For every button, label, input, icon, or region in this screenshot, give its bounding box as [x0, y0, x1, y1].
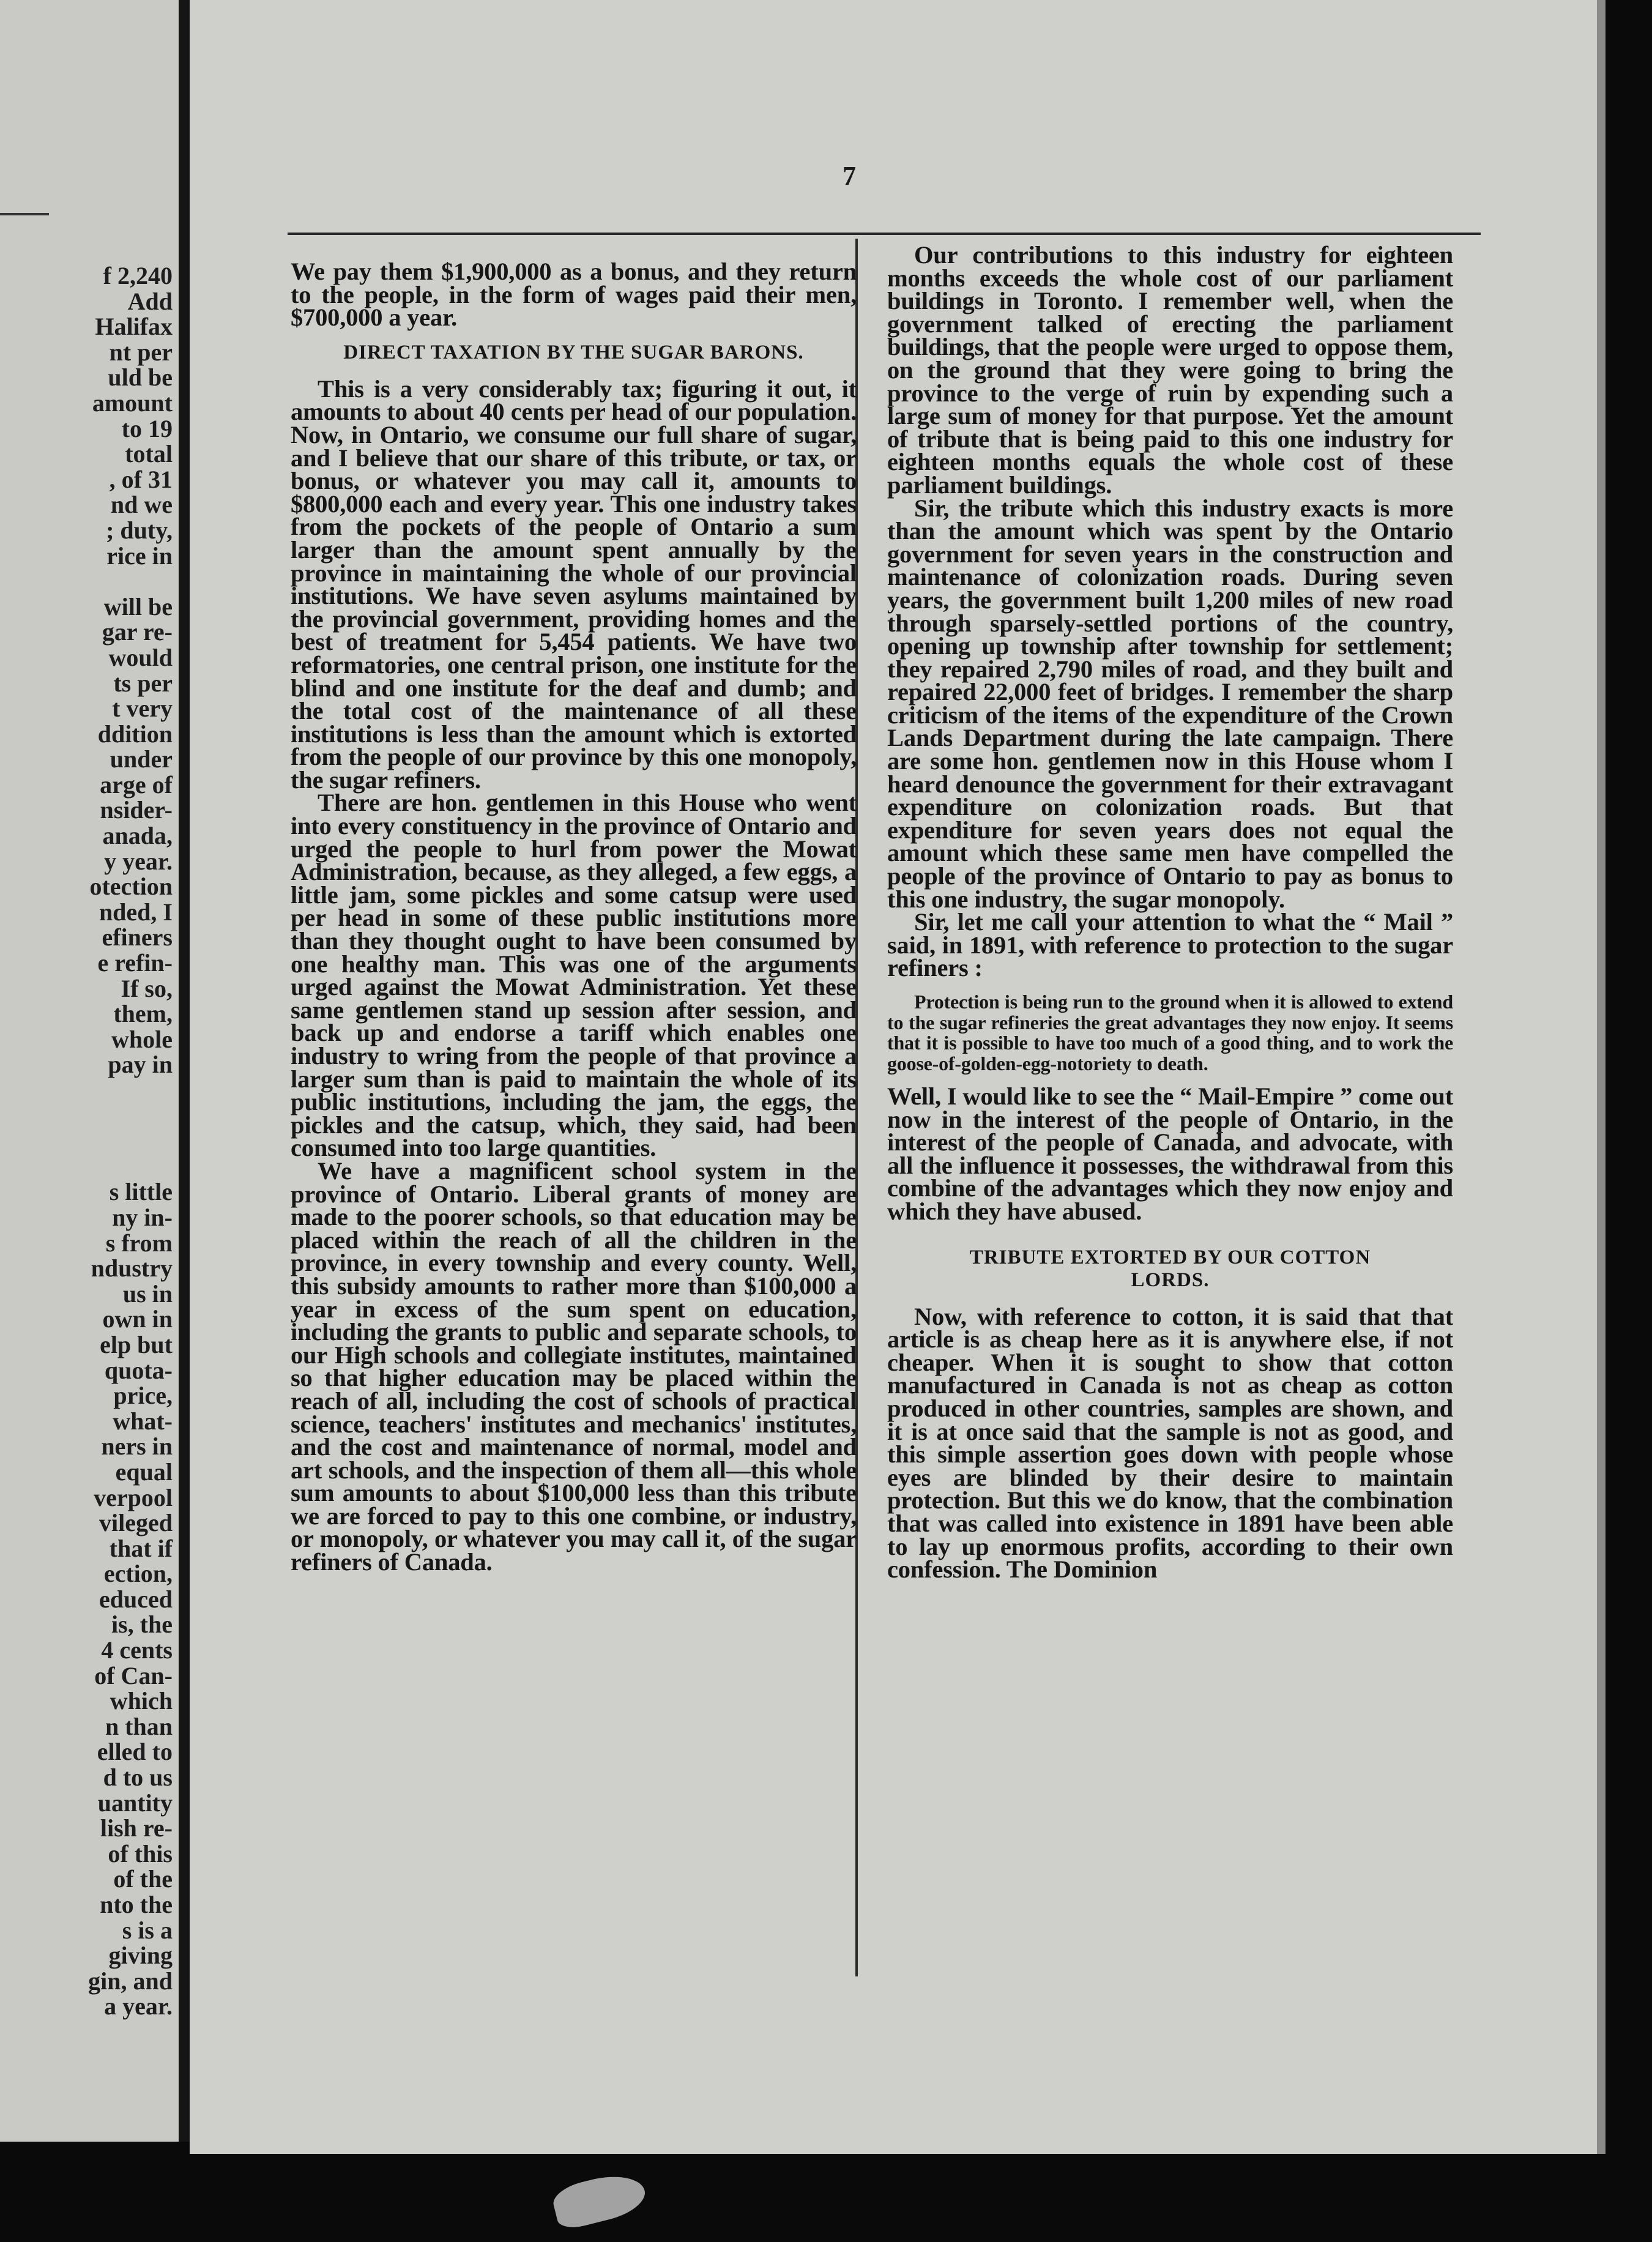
adjacent-page-line: ny in- [112, 1203, 173, 1231]
adjacent-page-line: pay in [108, 1051, 173, 1079]
right-column [887, 241, 1453, 1584]
adjacent-page-line: arge of [100, 770, 173, 799]
page-edge [1597, 0, 1605, 2154]
adjacent-page-line: gin, and [88, 1967, 173, 1995]
adjacent-page-line: nsider- [100, 796, 173, 824]
adjacent-page-line: otection [89, 873, 173, 901]
adjacent-page-line: ts per [113, 669, 173, 697]
adjacent-page-line: them, [113, 1000, 173, 1028]
adjacent-page-line: y year. [104, 847, 173, 875]
adjacent-page-line: uantity [97, 1789, 173, 1817]
adjacent-page-line: will be [103, 592, 173, 620]
adjacent-page-line: to 19 [121, 414, 173, 442]
scan-blemish [550, 2168, 649, 2232]
adjacent-page-line: ; duty, [106, 516, 173, 544]
paragraph: Well, I would like to see the “ Mail-Empire ” come out now in the interest of the people of Ontario, in the interest of the people of Canada, and advocate, with all the influence it possesses, the withdrawal from this combine of the advantages which they now enjoy and which they have abused. [887, 1082, 1453, 1225]
section-heading-cotton: TRIBUTE EXTORTED BY OUR COTTON LORDS. [969, 1246, 1371, 1291]
adjacent-page-rule [0, 213, 49, 215]
adjacent-page-line: total [125, 440, 173, 468]
adjacent-page-line: ndustry [91, 1254, 173, 1283]
adjacent-page-line: amount [92, 389, 173, 417]
adjacent-page-line: under [110, 745, 173, 773]
adjacent-page-line: ddition [97, 720, 173, 748]
adjacent-page-line [1, 1103, 173, 1129]
adjacent-page-line [1, 1128, 173, 1154]
intro-paragraph: We pay them $1,900,000 as a bonus, and they return to the people, in the form of wages paid their men, $700,000 a year. [291, 258, 857, 332]
header-rule [288, 233, 1481, 235]
adjacent-page-line: elp but [100, 1330, 173, 1358]
adjacent-page-line: of Can- [94, 1661, 173, 1689]
adjacent-page-line: f 2,240 [103, 262, 173, 289]
adjacent-page-text [1, 263, 173, 2019]
page-number: 7 [843, 161, 856, 191]
adjacent-page-line: s little [109, 1178, 173, 1206]
adjacent-page-line: lish re- [100, 1814, 173, 1842]
adjacent-page-line: what- [113, 1407, 173, 1435]
adjacent-page-line: of this [108, 1839, 173, 1868]
paragraph: Sir, let me call your attention to what the “ Mail ” said, in 1891, with reference to protection to the sugar refiners : [887, 908, 1453, 982]
paragraph: This is a very considerably tax; figuring it out, it amounts to about 40 cents per head of our population. Now, in Ontario, we consume our full share of sugar, and I believe that our share of this tribute, or tax, or bonus, or whatever you may call it, amounts to $800,000 each and every year. This one industry takes from the pockets of the people of Ontario a sum larger than the amount spent annually by the province in maintaining the whole of our provincial institutions. We have seven asylums maintained by the provincial government, providing homes and the best of treatment for 5,454 patients. We have two reformatories, one central prison, one institute for the blind and one institute for the deaf and dumb; and the total cost of the maintenance of all these institutions is less than the amount which is extorted from the people of our province by this one monopoly, the sugar refiners. [291, 374, 857, 794]
adjacent-page-line: nded, I [99, 898, 173, 926]
adjacent-page-line: verpool [94, 1483, 173, 1511]
adjacent-page-line: vileged [99, 1509, 173, 1537]
paragraph: There are hon. gentlemen in this House who went into every constituency in the province of Ontario and urged the people to hurl from power the Mowat Administration, because, as they alleged, a few eggs, a little jam, some pickles and some catsup were used per head in some of these public institutions more than they thought ought to have been consumed by one healthy man. This was one of the arguments urged against the Mowat Administration. Yet these same gentlemen stand up session after session, and back up and endorse a tariff which enables one industry to wring from the people of that province a larger sum than is paid to maintain the whole of its public institutions, including the jam, the eggs, the pickles and the catsup, which, they said, had been consumed into too large quantities. [291, 789, 857, 1162]
adjacent-page-line: elled to [97, 1738, 173, 1766]
adjacent-page-line: that if [109, 1534, 173, 1562]
adjacent-page-line: efiners [102, 923, 173, 952]
adjacent-page-line: nto the [100, 1891, 173, 1918]
left-column [291, 260, 857, 1574]
adjacent-page-line: n than [105, 1712, 173, 1740]
adjacent-page-line: educed [99, 1585, 173, 1613]
adjacent-page-line: ners in [101, 1432, 173, 1461]
section-heading-sugar: DIRECT TAXATION BY THE SUGAR BARONS. [343, 341, 804, 363]
adjacent-page-line: of the [113, 1865, 173, 1893]
paragraph: Sir, the tribute which this industry exacts is more than the amount which was spent by the Ontario government for seven years in the construction and maintenance of colonization roads. During seven years, the government built 1,200 miles of new road through sparsely-settled portions of the country, opening up township after township for settlement; they repaired 2,790 miles of road, and they built and repaired 22,000 feet of bridges. I remember the sharp criticism of the items of the expenditure of the Crown Lands Department during the late campaign. There are some hon. gentlemen now in this House whom I heard denounce the government for their extravagant expenditure on colonization roads. But that expenditure for seven years does not equal the amount which these same men have compelled the people of the province of Ontario to pay as bonus to this one industry, the sugar monopoly. [887, 494, 1453, 913]
adjacent-page-line: which [110, 1687, 173, 1715]
adjacent-page-line: quota- [104, 1356, 173, 1384]
adjacent-page-line: gar re- [102, 618, 173, 646]
adjacent-page-line: equal [115, 1458, 173, 1486]
page-gutter [179, 0, 190, 2142]
adjacent-page-line: , of 31 [109, 465, 173, 493]
adjacent-page-line: giving [108, 1942, 173, 1970]
adjacent-page-line: If so, [121, 974, 173, 1002]
paragraph: We have a magnificent school system in the province of Ontario. Liberal grants of money are made to the poorer schools, so that education may be placed within the reach of all the children in the province, in every township and every county. Well, this subsidy amounts to rather more than $100,000 a year in excess of the sum spent on education, including the grants to public and separate schools, to our High schools and collegiate institutes, maintained so that higher education may be placed within the reach of all, including the cost of schools of practical science, teachers' institutes and mechanics' institutes, and the cost and maintenance of normal, model and art schools, and the inspection of them all—this whole sum amounts to about $100,000 less than this tribute we are forced to pay to this one combine, or industry, or monopoly, or whatever you may call it, of the sugar refiners of Canada. [291, 1156, 857, 1576]
adjacent-page-line: e refin- [97, 949, 173, 977]
adjacent-page [0, 0, 179, 2142]
adjacent-page-line: Add [127, 287, 173, 315]
adjacent-page-line: a year. [104, 1992, 173, 2020]
adjacent-page-line: price, [113, 1382, 173, 1410]
adjacent-page-line: rice in [106, 542, 173, 570]
adjacent-page-line [1, 1078, 173, 1103]
adjacent-page-line: t very [112, 695, 173, 723]
adjacent-page-line [1, 1154, 173, 1180]
adjacent-page-line: us in [122, 1279, 173, 1308]
adjacent-page-line: would [108, 643, 173, 671]
adjacent-page-line: ection, [103, 1560, 173, 1588]
paragraph: Now, with reference to cotton, it is said that that article is as cheap here as it is anywhere else, if not cheaper. When it is sought to show that cotton manufactured in Canada is not as cheap as cotton produced in other countries, samples are shown, and it is at once said that the sample is not as good, and this simple assertion goes down with people whose eyes are blinded by their desire to maintain protection. But this we do know, that the combination that was called into existence in 1891 have been able to lay up enormous profits, according to their own confession. The Dominion [887, 1302, 1453, 1584]
adjacent-page-line: anada, [102, 822, 173, 850]
block-quote: Protection is being run to the ground when it is allowed to extend to the sugar refineries the great advantages they now enjoy. It seems that it is possible to have too much of a good thing, and to work the goose-of-golden-egg-notoriety to death. [887, 991, 1453, 1074]
adjacent-page-line: whole [111, 1025, 173, 1053]
paragraph: Our contributions to this industry for eighteen months exceeds the whole cost of our parliament buildings in Toronto. I remember well, when the government talked of erecting the parliament buildings, that the people were urged to oppose them, on the ground that they were going to bring the province to the verge of ruin by expending such a large sum of money for that purpose. Yet the amount of tribute that is being paid to this one industry for eighteen months equals the whole cost of these parliament buildings. [887, 241, 1453, 499]
adjacent-page-line: is, the [111, 1611, 173, 1639]
adjacent-page-line: nd we [110, 491, 173, 519]
adjacent-page-line: d to us [103, 1763, 173, 1792]
adjacent-page-line: s from [105, 1229, 173, 1257]
adjacent-page-line: s is a [122, 1916, 173, 1944]
adjacent-page-line: 4 cents [101, 1636, 173, 1664]
adjacent-page-line [1, 568, 173, 594]
adjacent-page-line: Halifax [95, 313, 173, 341]
adjacent-page-line: uld be [108, 363, 173, 392]
adjacent-page-line: own in [102, 1305, 173, 1333]
adjacent-page-line: nt per [109, 338, 173, 366]
